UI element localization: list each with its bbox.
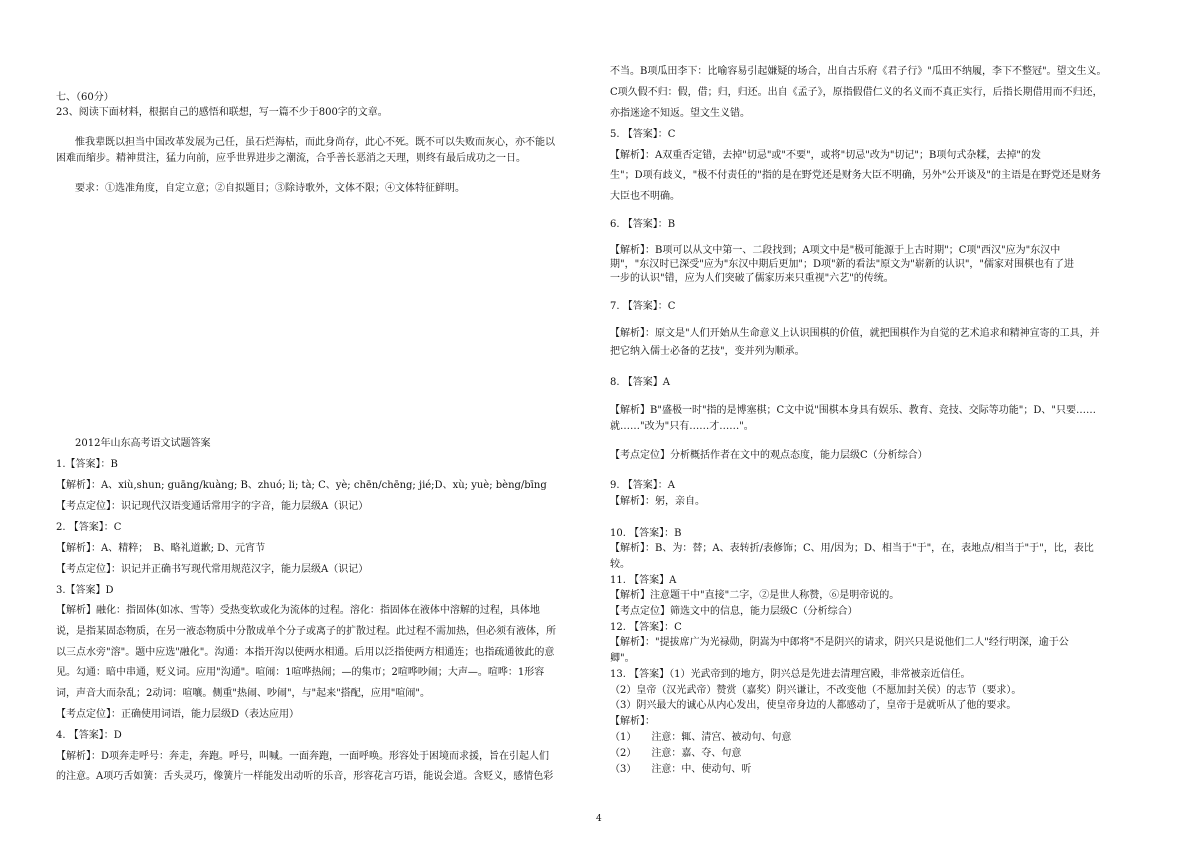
answer-line: 【考点定位】：正确使用词语，能力层级D（表达应用）: [56, 709, 300, 720]
answer-line: 说，是指某固态物质，在另一液态物质中分散成单个分子或离子的扩散过程。此过程不需加热，但必须有液体，所: [56, 626, 556, 637]
answer-line: 13. 【答案】（1）光武帝到的地方，阴兴总是先进去清理宫殿，非常被亲近信任。: [610, 669, 971, 680]
answer-line: 【解析】：A、xiù,shun; guāng/kuàng; B、zhuó; li; tà; C、yè; chēn/chēng; jié;D、xù; yuè; bèng/bīng: [56, 480, 547, 491]
material-line-1: 惟我辈既以担当中国改革发展为己任，虽石烂海枯，而此身尚存，此心不死。既不可以失败而灰心，亦不能以: [75, 137, 555, 148]
answer-line: 【考点定位】分析概括作者在文中的观点态度，能力层级C（分析综合）: [610, 450, 928, 461]
answer-line: 把它纳入儒士必备的艺技"，变并列为顺承。: [610, 346, 805, 357]
answer-line: 7. 【答案】：C: [610, 301, 676, 312]
answer-line: 11. 【答案】A: [610, 575, 677, 586]
answer-line: 【解析】：A、精粹； B、略礼道歉; D、元宵节: [56, 543, 266, 554]
answer-line: （3） 注意：中、使动句、听: [610, 764, 752, 775]
answer-line: （3）阴兴最大的诚心从内心发出，使皇帝身边的人都感动了，皇帝于是就听从了他的要求。: [610, 700, 1017, 711]
answer-line: 2. 【答案】：C: [56, 522, 122, 533]
answer-line: 见。勾通：暗中串通，贬义词。应用"沟通"。喧闹：1喧哗热闹；—的集市；2喧哗吵闹；大声—。喧哗：1形容: [56, 667, 545, 678]
answer-line: 【解析】融化：指固体(如冰、雪等）受热变软或化为流体的过程。溶化：指固体在液体中溶解的过程，具体地: [56, 605, 540, 616]
answer-line: 【解析】："提拔席广为光禄勋，阴嵩为中郎将"不是阴兴的请求，阴兴只是说他们二人"经行明深，逾于公: [610, 637, 1069, 648]
answer-line: 【考点定位】筛选文中的信息，能力层级C（分析综合）: [610, 606, 858, 617]
answer-line: 的注意。A项巧舌如簧：舌头灵巧，像簧片一样能发出动听的乐音，形容花言巧语，能说会道。含贬义，感情色彩: [56, 771, 554, 782]
requirements: 要求：①选准角度，自定立意；②自拟题目；③除诗歌外，文体不限；④文体特征鲜明。: [75, 183, 465, 194]
answer-line: 【考点定位】：识记现代汉语变通话常用字的字音，能力层级A（识记）: [56, 501, 369, 512]
answer-line: 以三点水旁"溶"。题中应选"融化"。沟通：本指开沟以使两水相通。后用以泛指使两方相通连；也指疏通彼此的意: [56, 647, 555, 658]
answer-line: 4. 【答案】：D: [56, 730, 122, 741]
answer-line: （2） 注意：嘉、夺、句意: [610, 748, 742, 759]
answer-line: 生"；D项有歧义，"极不付责任的"指的是在野党还是财务大臣不明确，另外"公开谈及"的主语是在野党还是财务: [610, 170, 1102, 181]
material-line-2: 困难而缩步。精神贯注，猛力向前，应乎世界进步之潮流，合乎善长恶消之天理，则终有最后成功之一日。: [56, 153, 526, 164]
answer-line: 亦指迷途不知返。望文生义错。: [610, 108, 750, 119]
answer-line: 就……"改为"只有……才……"。: [610, 421, 754, 432]
answer-line: C项久假不归：假，借；归，归还。出自《孟子》，原指假借仁义的名义而不真正实行，后指长期借用而不归还，: [610, 87, 1103, 98]
answer-line: 3.【答案】D: [56, 585, 114, 596]
question-23: 23、阅读下面材料，根据自己的感悟和联想，写一篇不少于800字的文章。: [56, 107, 388, 118]
answer-line: 卿"。: [610, 653, 635, 664]
answer-line: （1） 注意：辄、清宫、被动句、句意: [610, 732, 792, 743]
answer-line: 不当。B项瓜田李下：比喻容易引起嫌疑的场合，出自古乐府《君子行》"瓜田不纳履，李下不整冠"。望文生义。: [610, 66, 1107, 77]
answer-line: 【解析】：躬，亲自。: [610, 496, 705, 507]
page-number: 4: [596, 814, 602, 824]
answer-line: 【解析】注意题干中"直接"二字，②是世人称赞，⑥是明帝说的。: [610, 590, 900, 601]
answer-line: 【解析】：A双重否定错，去掉"切忌"或"不要"，或将"切忌"改为"切记"；B项句式杂糅，去掉"的发: [610, 150, 1041, 161]
answer-line: 较。: [610, 559, 630, 570]
answer-line: 6. 【答案】：B: [610, 219, 676, 230]
answer-line: 【解析】：D项奔走呼号：奔走，奔跑。呼号，叫喊。一面奔跑，一面呼唤。形容处于困境而求援，旨在引起人们: [56, 751, 550, 762]
answer-line: 【解析】B"盛极一时"指的是博塞棋；C文中说"围棋本身具有娱乐、教育、竞技、交际等功能"；D、"只要……: [610, 405, 1097, 416]
answer-line: 期"，"东汉时已深受"应为"东汉中期后更加"；D项"新的看法"原文为"崭新的认识"，"儒家对围棋也有了进: [610, 259, 1075, 270]
answer-line: 8. 【答案】A: [610, 377, 670, 388]
answers-title: 2012年山东高考语文试题答案: [75, 438, 211, 449]
answer-line: 一步的认识"错，应为人们突破了儒家历来只重视"六艺"的传统。: [610, 273, 894, 284]
answer-line: 【考点定位】：识记并正确书写现代常用规范汉字，能力层级A（识记）: [56, 564, 369, 575]
answer-line: 【解析】：原文是"人们开始从生命意义上认识围棋的价值，就把围棋作为自觉的艺术追求和精神宣寄的工具，并: [610, 328, 1100, 339]
answer-line: 5. 【答案】：C: [610, 129, 676, 140]
answer-line: 词，声音大而杂乱；2动词：喧嚷。侧重"热闹、吵闹"，与"起来"搭配，应用"喧闹"。: [56, 688, 430, 699]
answer-line: 大臣也不明确。: [610, 191, 680, 202]
answer-line: 10. 【答案】：B: [610, 528, 682, 539]
answer-line: 【解析】：B、为：替；A、表转折/表修饰；C、用/因为；D、相当于"于"，在，表地点/相当于"于"，比，表比: [610, 543, 1094, 554]
answer-line: 1.【答案】：B: [56, 459, 118, 470]
answer-line: 12. 【答案】：C: [610, 622, 682, 633]
answer-line: （2）皇帝（汉光武帝）赞赏（嘉奖）阴兴谦让，不改变他（不愿加封关侯）的志节（要求）。: [610, 685, 1022, 696]
section-7-heading: 七、（60分）: [56, 92, 114, 103]
answer-line: 【解析】：: [610, 716, 655, 727]
answer-line: 【解析】：B项可以从文中第一、二段找到；A项文中是"极可能源于上古时期"；C项"西汉"应为"东汉中: [610, 245, 1061, 256]
answer-line: 9. 【答案】：A: [610, 480, 675, 491]
